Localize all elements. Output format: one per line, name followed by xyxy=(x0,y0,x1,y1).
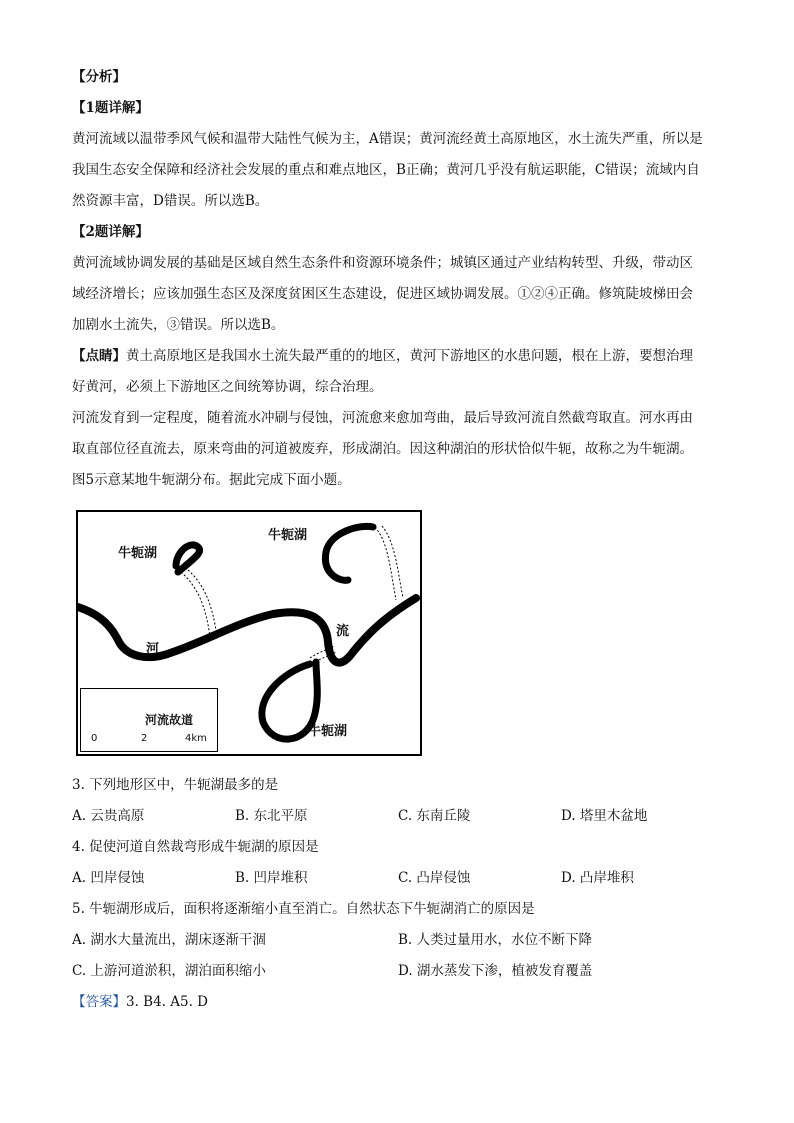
option: D. 湖水蒸发下渗，植被发育覆盖 xyxy=(398,963,593,979)
option: B. 凹岸堆积 xyxy=(235,870,308,886)
option: C. 东南丘陵 xyxy=(398,808,471,824)
oxbow-lake-top xyxy=(325,526,373,580)
question-options xyxy=(72,925,724,956)
q1-detail-header: 【1题详解】 xyxy=(72,100,149,116)
analysis-header: 【分析】 xyxy=(72,69,126,85)
answer-label: 【答案】 xyxy=(72,994,126,1010)
label-river-he: 河 xyxy=(146,642,160,657)
option: C. 凸岸侵蚀 xyxy=(398,870,471,886)
legend-old-channel-label: 河流故道 xyxy=(145,713,194,727)
label-oxbow-lake-top: 牛轭湖 xyxy=(268,528,308,543)
question-stem: 4. 促使河道自然裁弯形成牛轭湖的原因是 xyxy=(72,839,319,855)
oxbow-lake-map xyxy=(76,510,422,756)
option: B. 人类过量用水，水位不断下降 xyxy=(398,932,593,948)
oxbow-lake-left xyxy=(176,545,200,572)
answer-line xyxy=(72,987,724,1018)
scale-label-2: 2 xyxy=(141,733,148,744)
intro-line: 取直部位径直流去，原来弯曲的河道被废弃，形成湖泊。因这种湖泊的形状恰似牛轭，故称之为牛轭湖。 xyxy=(72,441,693,457)
label-oxbow-lake-bottom: 牛轭湖 xyxy=(308,724,348,739)
label-oxbow-lake-left: 牛轭湖 xyxy=(118,546,158,561)
scale-label-4km: 4km xyxy=(185,733,207,744)
option: B. 东北平原 xyxy=(235,808,308,824)
option: A. 云贵高原 xyxy=(72,808,145,824)
option: A. 湖水大量流出，湖床逐渐干涸 xyxy=(72,932,266,948)
question-stem: 5. 牛轭湖形成后，面积将逐渐缩小直至消亡。自然状态下牛轭湖消亡的原因是 xyxy=(72,901,535,917)
intro-line: 图5示意某地牛轭湖分布。据此完成下面小题。 xyxy=(72,472,351,488)
question-stem: 3. 下列地形区中，牛轭湖最多的是 xyxy=(72,777,279,793)
map-legend xyxy=(80,688,218,752)
label-river-liu: 流 xyxy=(336,624,350,639)
tip-label: 【点睛】 xyxy=(72,348,126,364)
q1-detail-line: 我国生态安全保障和经济社会发展的重点和难点地区，B正确；黄河几乎没有航运职能，C错误；流域内自 xyxy=(72,162,700,178)
option: D. 凸岸堆积 xyxy=(561,870,634,886)
q2-detail-line: 域经济增长；应该加强生态区及深度贫困区生态建设，促进区域协调发展。①②④正确。修筑陡坡梯田会 xyxy=(72,286,693,302)
q1-detail-line: 然资源丰富，D错误。所以选B。 xyxy=(72,193,269,209)
q1-detail-line: 黄河流域以温带季风气候和温带大陆性气候为主，A错误；黄河流经黄土高原地区，水土流失严重，所以是 xyxy=(72,131,703,147)
option: A. 凹岸侵蚀 xyxy=(72,870,145,886)
q2-detail-line: 加剧水土流失，③错误。所以选B。 xyxy=(72,317,285,333)
tip-line: 好黄河，必须上下游地区之间统筹协调，综合治理。 xyxy=(72,379,383,395)
scale-label-0: 0 xyxy=(91,733,98,744)
old-channel-lines xyxy=(181,526,403,664)
intro-line: 河流发育到一定程度，随着流水冲刷与侵蚀，河流愈来愈加弯曲，最后导致河流自然截弯取直。河水再由 xyxy=(72,410,693,426)
document-page xyxy=(72,62,724,1018)
option: C. 上游河道淤积，湖泊面积缩小 xyxy=(72,963,266,979)
question-options xyxy=(72,863,724,894)
answer-text: 3. B4. A5. D xyxy=(126,994,209,1010)
option: D. 塔里木盆地 xyxy=(561,808,648,824)
q2-detail-header: 【2题详解】 xyxy=(72,224,149,240)
tip-line xyxy=(72,341,724,372)
tip-text: 黄土高原地区是我国水土流失最严重的的地区，黄河下游地区的水患问题，根在上游，要想治理 xyxy=(126,348,693,364)
question-options xyxy=(72,956,724,987)
main-river xyxy=(78,598,416,663)
q2-detail-line: 黄河流域协调发展的基础是区域自然生态条件和资源环境条件；城镇区通过产业结构转型、升级，带动区 xyxy=(72,255,693,271)
question-options xyxy=(72,801,724,832)
